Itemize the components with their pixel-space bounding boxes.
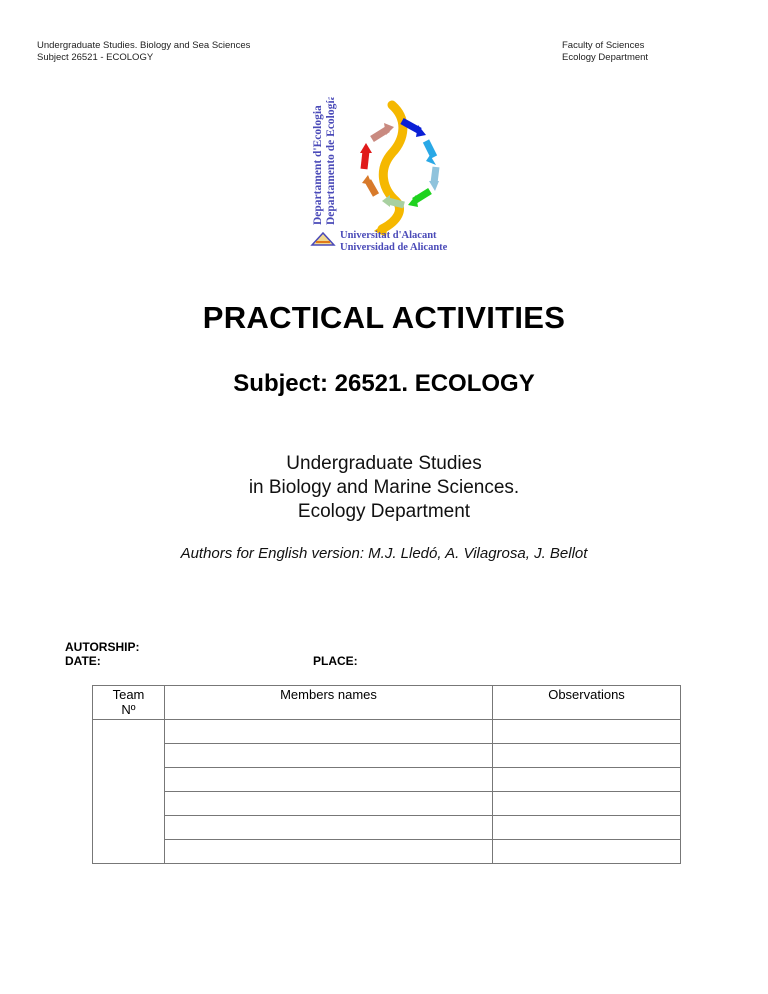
studies-line-3: Ecology Department xyxy=(297,501,471,522)
header-department: Ecology Department xyxy=(562,52,649,63)
date-label: DATE: xyxy=(65,654,101,668)
table-row xyxy=(93,816,681,840)
ecology-cycle-logo-icon xyxy=(310,97,450,255)
table-row xyxy=(93,768,681,792)
member-name-cell[interactable] xyxy=(165,744,493,768)
department-logo xyxy=(310,97,450,255)
header-left xyxy=(37,40,250,64)
header-members-names: Members names xyxy=(165,686,493,720)
table-row xyxy=(93,840,681,864)
authors-line: Authors for English version: M.J. Lledó, A. Vilagrosa, J. Bellot xyxy=(180,545,588,562)
table-header-row xyxy=(93,686,681,720)
header-subject: Subject 26521 - ECOLOGY xyxy=(37,52,154,63)
observation-cell[interactable] xyxy=(493,816,681,840)
header-team-number xyxy=(93,686,165,720)
studies-block xyxy=(0,452,768,524)
table-row xyxy=(93,792,681,816)
observation-cell[interactable] xyxy=(493,720,681,744)
logo-text-spanish: Departamento de Ecología xyxy=(325,97,337,225)
observation-cell[interactable] xyxy=(493,744,681,768)
logo-university-catalan: Universitat d'Alacant xyxy=(340,230,437,241)
place-label: PLACE: xyxy=(313,654,358,668)
header-number-text: Nº xyxy=(121,702,136,717)
team-members-table xyxy=(92,685,681,864)
observation-cell[interactable] xyxy=(493,840,681,864)
header-program: Undergraduate Studies. Biology and Sea Sciences xyxy=(37,40,251,51)
header-right xyxy=(562,40,648,64)
member-name-cell[interactable] xyxy=(165,792,493,816)
member-name-cell[interactable] xyxy=(165,816,493,840)
observation-cell[interactable] xyxy=(493,768,681,792)
team-number-cell[interactable] xyxy=(93,720,165,864)
header-team-text: Team xyxy=(112,687,145,702)
member-name-cell[interactable] xyxy=(165,720,493,744)
observation-cell[interactable] xyxy=(493,792,681,816)
page-title: PRACTICAL ACTIVITIES xyxy=(202,300,566,335)
header-faculty: Faculty of Sciences xyxy=(562,40,645,51)
studies-line-2: in Biology and Marine Sciences. xyxy=(248,477,520,498)
table-row xyxy=(93,720,681,744)
member-name-cell[interactable] xyxy=(165,768,493,792)
header-observations: Observations xyxy=(493,686,681,720)
table-row xyxy=(93,744,681,768)
autorship-label: AUTORSHIP: xyxy=(65,640,140,654)
member-name-cell[interactable] xyxy=(165,840,493,864)
logo-university-spanish: Universidad de Alicante xyxy=(340,242,448,253)
logo-text-catalan: Departament d'Ecologia xyxy=(312,105,324,225)
page-subtitle: Subject: 26521. ECOLOGY xyxy=(233,370,535,397)
studies-line-1: Undergraduate Studies xyxy=(286,453,482,474)
